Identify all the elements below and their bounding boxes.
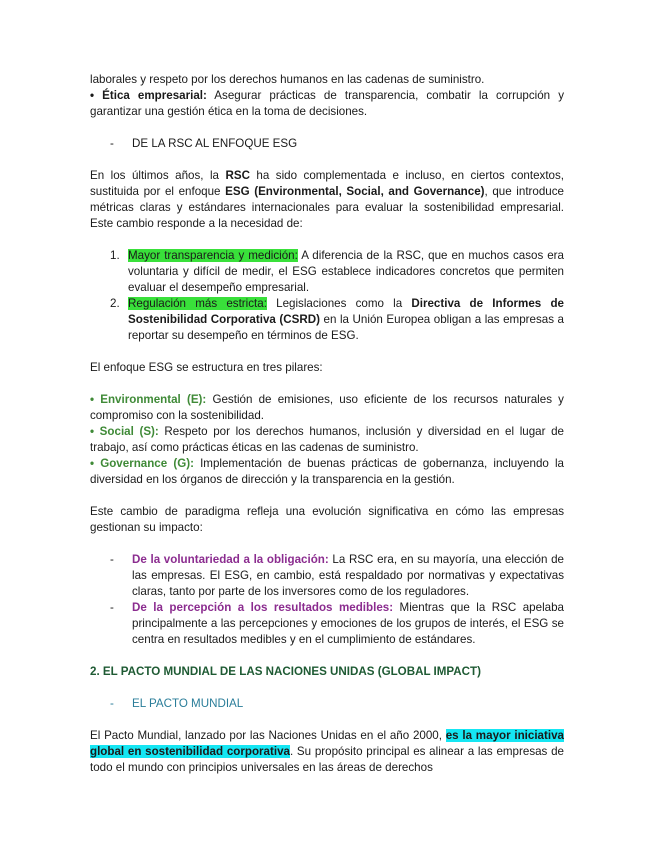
change-text: Mientras que la RSC apelaba principalmente a las percepciones y emociones de los grupos de interés, el ESG se centra en resultados medibles y en el cumplimiento de estándares. — [132, 601, 564, 646]
numbered-item — [90, 248, 564, 296]
pillar-text: Implementación de buenas prácticas de gobernanza, incluyendo la diversidad en los órganos de dirección y la transparencia en la gestión. — [90, 457, 565, 486]
highlight-text: Regulación más estricta: — [128, 297, 267, 310]
text-run: en la Unión Europea obligan a las empresas a reportar su desempeño en términos de ESG. — [128, 313, 564, 342]
heading-text: EL PACTO MUNDIAL — [132, 697, 244, 710]
highlight-text: Mayor transparencia y medición: — [128, 249, 298, 262]
dash-marker: - — [110, 697, 114, 710]
pillar-item — [90, 392, 564, 424]
text-run: En los últimos años, la — [90, 169, 226, 182]
dash-marker: - — [110, 553, 114, 566]
dash-marker: - — [110, 137, 114, 150]
text-run: El Pacto Mundial, lanzado por las Naciones Unidas en el año 2000, — [90, 729, 446, 742]
text-run: A diferencia de la RSC, que en muchos casos era voluntaria y difícil de medir, el ESG establece indicadores concretos que permiten evaluar el desempeño empresarial. — [128, 249, 564, 294]
section-title: 2. EL PACTO MUNDIAL DE LAS NACIONES UNIDAS (GLOBAL IMPACT) — [90, 665, 481, 678]
bold-rsc: RSC — [225, 169, 250, 182]
pillars-intro: El enfoque ESG se estructura en tres pilares: — [90, 361, 323, 374]
item-number: 1. — [110, 249, 120, 262]
text-run: , que introduce métricas claras y estándares internacionales para evaluar la sostenibilidad empresarial. Este cambio responde a la necesidad de: — [90, 185, 564, 230]
etica-text: Asegurar prácticas de transparencia, combatir la corrupción y garantizar una gestión ética en la toma de decisiones. — [90, 89, 564, 118]
highlight-text: es la mayor iniciativa global en sostenibilidad corporativa — [90, 729, 564, 758]
change-text: La RSC era, en su mayoría, una elección de las empresas. El ESG, en cambio, está respaldado por normativas y expectativas claras, tanto por parte de los inversores como de los reguladores. — [132, 553, 564, 598]
dash-marker: - — [110, 601, 114, 614]
pillar-label: • Environmental (E): — [90, 393, 207, 406]
document-page — [90, 72, 564, 776]
change-label: De la voluntariedad a la obligación: — [132, 553, 329, 566]
item-number: 2. — [110, 297, 120, 310]
bold-csrd: Directiva de Informes de Sostenibilidad Corporativa (CSRD) — [128, 297, 564, 326]
paradigm-paragraph: Este cambio de paradigma refleja una evolución significativa en cómo las empresas gestionan su impacto: — [90, 505, 564, 534]
pillar-text: Gestión de emisiones, uso eficiente de los recursos naturales y compromiso con la sostenibilidad. — [90, 393, 564, 422]
etica-label: • Ética empresarial: — [90, 89, 207, 102]
heading-pacto-mundial — [90, 696, 564, 712]
esg-intro-paragraph — [90, 168, 564, 232]
text-run: ha sido complementada e incluso, en ciertos contextos, sustituida por el enfoque — [90, 169, 565, 198]
intro-paragraph — [90, 72, 564, 120]
heading-rsc-esg — [90, 136, 564, 152]
pillar-item — [90, 456, 564, 488]
pillar-item — [90, 424, 564, 456]
pillar-text: Respeto por los derechos humanos, inclusión y diversidad en el lugar de trabajo, así como prácticas éticas en las cadenas de suministro. — [90, 425, 564, 454]
text-run: . Su propósito principal es alinear a las empresas de todo el mundo con principios universales en las áreas de derechos — [90, 745, 564, 774]
change-item — [90, 552, 564, 600]
text-run: Legislaciones como la — [266, 297, 412, 310]
pacto-paragraph — [90, 728, 564, 776]
numbered-item — [90, 296, 564, 344]
pillar-label: • Social (S): — [90, 425, 159, 438]
bold-esg: ESG (Environmental, Social, and Governance) — [225, 185, 485, 198]
change-label: De la percepción a los resultados medibles: — [132, 601, 394, 614]
heading-text: DE LA RSC AL ENFOQUE ESG — [132, 137, 298, 150]
pillar-label: • Governance (G): — [90, 457, 194, 470]
change-item — [90, 600, 564, 648]
intro-line: laborales y respeto por los derechos humanos en las cadenas de suministro. — [90, 73, 485, 86]
